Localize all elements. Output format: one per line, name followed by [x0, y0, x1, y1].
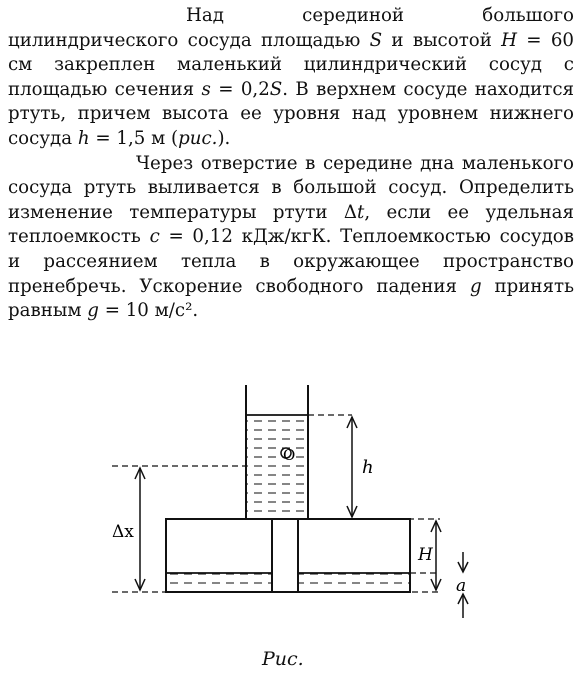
text-run: Через отверстие в середине дна маленького сосуда ртуть выливается в большой сосуд. Определить изменение температуры ртути Δ	[8, 152, 574, 223]
text-run: . В верхнем сосуде находится ртуть, причем высота ее уровня над уровнем нижнего сосуда	[8, 78, 574, 149]
label-a: a	[456, 576, 467, 596]
figure-diagram	[0, 380, 582, 648]
math-symbol: рис.	[178, 127, 218, 149]
text-run: принять равным	[8, 275, 574, 322]
figure-caption: Рис.	[262, 648, 304, 670]
problem-text	[8, 4, 574, 324]
math-symbol: H	[501, 29, 517, 51]
text-run: Над серединой большого цилиндрического сосуда площадью	[8, 5, 574, 51]
lower-vessel	[166, 519, 410, 592]
center-pipe	[272, 519, 298, 592]
problem-paragraph-2	[8, 152, 574, 324]
label-big-h: H	[418, 545, 433, 565]
text-run: = 0,2	[210, 78, 270, 100]
math-symbol: S	[369, 29, 383, 51]
math-symbol: g	[87, 300, 99, 322]
text-run: , если ее удельная теплоемкость	[8, 201, 574, 248]
problem-paragraph-1	[8, 4, 574, 152]
math-symbol: h	[77, 127, 90, 149]
label-h: h	[362, 457, 374, 478]
upper-vessel	[246, 385, 308, 519]
math-symbol: c	[149, 226, 160, 248]
math-symbol: g	[469, 275, 482, 297]
math-symbol: S	[269, 78, 283, 100]
label-o: O	[283, 446, 296, 464]
upper-mercury	[246, 415, 308, 519]
text-run: = 60 см закреплен маленький цилиндрический сосуд с площадью сечения	[8, 29, 574, 100]
text-run: = 10 м/с².	[98, 300, 199, 322]
text-run: ).	[217, 127, 231, 149]
text-run: = 1,5 м (	[89, 127, 179, 149]
label-delta-x: Δx	[112, 522, 134, 542]
math-symbol: s	[201, 78, 211, 100]
math-symbol: t	[357, 201, 365, 223]
text-run: = 0,12 кДж/кгК. Теплоемкостью сосудов и рассеянием тепла в окружающее пространство пренебречь. Ускорение свободного падения	[8, 226, 574, 297]
text-run: и высотой	[382, 29, 502, 51]
